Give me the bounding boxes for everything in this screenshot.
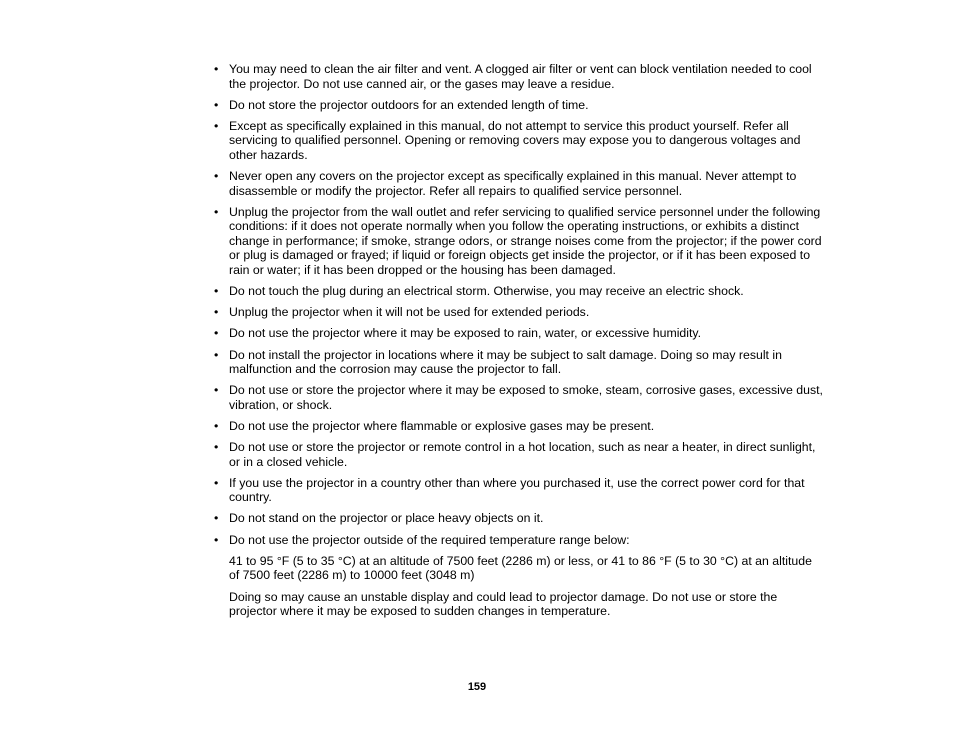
list-item-text: If you use the projector in a country other than where you purchased it, use the correct power cord for that country.	[229, 475, 805, 505]
safety-bullet-list	[214, 62, 824, 547]
bullet-marker: •	[214, 118, 219, 133]
bullet-marker: •	[214, 511, 219, 526]
list-item	[214, 326, 824, 341]
list-item	[214, 98, 824, 113]
list-item-text: Do not use the projector where flammable or explosive gases may be present.	[229, 418, 655, 433]
bullet-marker: •	[214, 532, 219, 547]
bullet-marker: •	[214, 97, 219, 112]
list-item	[214, 440, 824, 469]
list-item	[214, 383, 824, 412]
bullet-marker: •	[214, 283, 219, 298]
bullet-marker: •	[214, 440, 219, 455]
bullet-marker: •	[214, 305, 219, 320]
list-item	[214, 533, 824, 548]
list-item	[214, 284, 824, 299]
list-item	[214, 476, 824, 505]
list-item-text: Do not touch the plug during an electrical storm. Otherwise, you may receive an electric shock.	[229, 283, 744, 298]
bullet-marker: •	[214, 347, 219, 362]
bullet-marker: •	[214, 169, 219, 184]
list-item-text: Do not stand on the projector or place heavy objects on it.	[229, 511, 544, 526]
list-item	[214, 169, 824, 198]
bullet-marker: •	[214, 383, 219, 398]
bullet-marker: •	[214, 326, 219, 341]
safety-instructions	[214, 62, 824, 625]
bullet-marker: •	[214, 62, 219, 76]
temperature-range-paragraph: 41 to 95 °F (5 to 35 °C) at an altitude of 7500 feet (2286 m) or less, or 41 to 86 °F (5 to 30 °C) at an altitude of 7500 feet (2286 m) to 10000 feet (3048 m)	[229, 553, 812, 583]
list-item-text: Never open any covers on the projector except as specifically explained in this manual. Never attempt to disassemble or modify the projector. Refer all repairs to qualified service personnel.	[229, 169, 797, 198]
list-item	[214, 511, 824, 526]
bullet-marker: •	[214, 475, 219, 490]
list-item-text: Do not use or store the projector or remote control in a hot location, such as near a heater, in direct sunlight, or in a closed vehicle.	[229, 440, 816, 469]
bullet-marker: •	[214, 418, 219, 433]
list-item-text: Do not use the projector where it may be exposed to rain, water, or excessive humidity.	[229, 326, 702, 341]
list-item	[214, 62, 824, 91]
list-item	[214, 119, 824, 163]
list-item-text: Do not store the projector outdoors for an extended length of time.	[229, 97, 589, 112]
list-item-text: Unplug the projector when it will not be used for extended periods.	[229, 305, 590, 320]
list-item-text: Do not install the projector in locations where it may be subject to salt damage. Doing so may result in malfunction and the corrosion may cause the projector to fall.	[229, 347, 782, 376]
list-item-text: Except as specifically explained in this manual, do not attempt to service this product yourself. Refer all servicing to qualified personnel. Opening or removing covers may expose you to dangerous voltages and other hazards.	[229, 118, 801, 162]
list-item-text: You may need to clean the air filter and vent. A clogged air filter or vent can block ventilation needed to cool the projector. Do not use canned air, or the gases may leave a residue.	[229, 62, 812, 91]
list-item	[214, 348, 824, 377]
temperature-warning-paragraph: Doing so may cause an unstable display and could lead to projector damage. Do not use or store the projector where it may be exposed to sudden changes in temperature.	[229, 589, 778, 618]
list-item-text: Do not use the projector outside of the required temperature range below:	[229, 532, 630, 547]
bullet-marker: •	[214, 204, 219, 219]
list-item	[214, 419, 824, 434]
page-number: 159	[467, 681, 487, 693]
list-item-text: Unplug the projector from the wall outlet and refer servicing to qualified service personnel under the following conditions: if it does not operate normally when you follow the operating instructions, or exhibits a distinct change in performance; if smoke, strange odors, or strange noises come from the projector; if the power cord or plug is damaged or frayed; if liquid or foreign objects get inside the projector, or if it has been exposed to rain or water; if it has been dropped or the housing has been damaged.	[229, 204, 822, 277]
list-item	[214, 205, 824, 278]
list-item-text: Do not use or store the projector where it may be exposed to smoke, steam, corrosive gases, excessive dust, vibration, or shock.	[229, 383, 823, 412]
list-item	[214, 305, 824, 320]
